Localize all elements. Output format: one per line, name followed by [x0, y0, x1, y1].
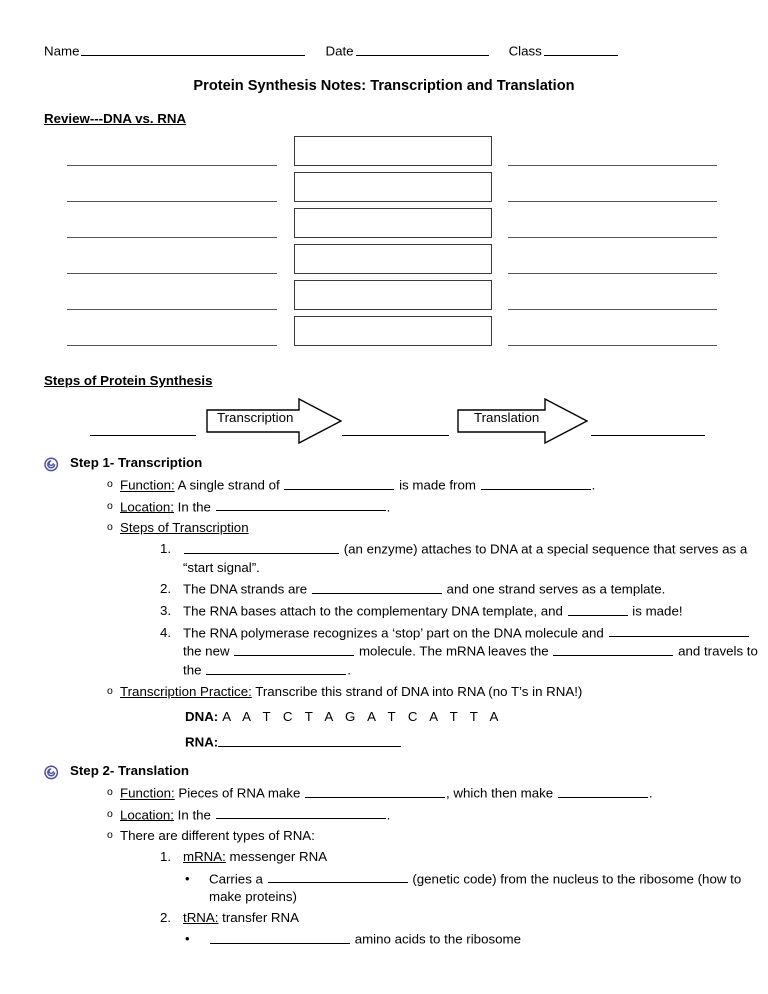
- list-number: 1.: [160, 541, 172, 557]
- review-left-blank[interactable]: [67, 165, 277, 166]
- location-label: Location:: [120, 499, 174, 515]
- function-label: Function:: [120, 477, 175, 493]
- step-2-heading-text: Step 2- Translation: [70, 763, 189, 778]
- list-number: 4.: [160, 624, 172, 640]
- transcription-step-4-text-5: .: [347, 662, 351, 678]
- table-row: [0, 172, 768, 208]
- mrna-text: messenger RNA: [225, 849, 328, 865]
- step-1-heading: [44, 456, 768, 473]
- steps-of-transcription-item: [107, 519, 768, 537]
- steps-section-heading: Steps of Protein Synthesis: [44, 373, 213, 388]
- review-center-box[interactable]: [294, 316, 492, 346]
- rna-types-intro-item: [107, 827, 768, 845]
- step-1-section: [0, 456, 768, 749]
- transcription-step-2-text-1: The DNA strands are: [183, 581, 311, 597]
- trna-text: transfer RNA: [218, 910, 300, 926]
- disc-bullet-icon: •: [185, 931, 190, 947]
- function-blank-1[interactable]: [305, 784, 445, 798]
- dna-label: DNA:: [185, 708, 219, 724]
- transcription-practice-item: [107, 683, 768, 701]
- review-left-blank[interactable]: [67, 201, 277, 202]
- review-section-heading: Review---DNA vs. RNA: [44, 111, 187, 126]
- mrna-detail: [185, 870, 768, 907]
- mrna-label: mRNA:: [183, 849, 226, 865]
- transcription-step-3-text-2: is made!: [628, 603, 683, 619]
- transcription-arrow: [206, 398, 342, 444]
- circle-bullet-icon: o: [107, 684, 113, 697]
- location-label: Location:: [120, 807, 174, 823]
- function-text-2: , which then make: [446, 785, 557, 801]
- class-label: Class: [508, 43, 542, 59]
- step-2-function-item: [107, 784, 768, 803]
- review-center-box[interactable]: [294, 172, 492, 202]
- trna-label: tRNA:: [183, 910, 219, 926]
- circle-bullet-icon: o: [107, 807, 113, 820]
- dna-rna-comparison-table: [0, 136, 768, 360]
- name-label: Name: [44, 43, 80, 59]
- step-1-location-item: [107, 498, 768, 517]
- location-text-2: .: [386, 499, 391, 515]
- transcription-step-2-text-2: and one strand serves as a template.: [442, 581, 666, 597]
- transcription-step-4: [160, 624, 768, 680]
- function-label: Function:: [120, 785, 175, 801]
- flow-blank-1[interactable]: [90, 435, 196, 436]
- function-text-3: .: [648, 785, 653, 801]
- review-left-blank[interactable]: [67, 345, 277, 346]
- table-row: [0, 208, 768, 244]
- spiral-bullet-icon: [44, 457, 59, 472]
- review-center-box[interactable]: [294, 280, 492, 310]
- review-left-blank[interactable]: [67, 273, 277, 274]
- rna-type-trna: [160, 909, 768, 927]
- mrna-detail-blank[interactable]: [268, 870, 408, 884]
- table-row: [0, 280, 768, 316]
- disc-bullet-icon: •: [185, 870, 190, 886]
- review-left-blank[interactable]: [67, 309, 277, 310]
- transcription-step-4-blank-3[interactable]: [553, 642, 673, 656]
- list-number: 3.: [160, 602, 172, 618]
- step-2-section: [0, 764, 768, 949]
- protein-synthesis-flow-diagram: [0, 398, 768, 446]
- review-left-blank[interactable]: [67, 237, 277, 238]
- student-info-header: [44, 42, 724, 58]
- transcription-step-2: [160, 580, 768, 599]
- review-center-box[interactable]: [294, 244, 492, 274]
- rna-types-intro-text: There are different types of RNA:: [120, 828, 315, 844]
- function-text-1: A single strand of: [174, 477, 284, 493]
- practice-text: Transcribe this strand of DNA into RNA (no T’s in RNA!): [251, 683, 583, 699]
- step-2-location-item: [107, 806, 768, 825]
- translation-arrow: [457, 398, 588, 444]
- flow-blank-2[interactable]: [342, 435, 449, 436]
- location-text-2: .: [386, 807, 391, 823]
- trna-detail-blank[interactable]: [210, 930, 350, 944]
- list-number: 2.: [160, 581, 172, 597]
- rna-type-mrna: [160, 848, 768, 866]
- circle-bullet-icon: o: [107, 478, 113, 490]
- review-right-blank[interactable]: [508, 345, 717, 346]
- transcription-step-4-text-2: the new: [183, 644, 234, 659]
- function-blank-2[interactable]: [558, 784, 648, 798]
- function-blank-1[interactable]: [284, 476, 394, 490]
- date-label: Date: [325, 43, 354, 59]
- function-text-2: is made from: [395, 477, 480, 493]
- circle-bullet-icon: o: [107, 829, 113, 842]
- location-blank[interactable]: [216, 806, 386, 820]
- transcription-step-4-blank-2[interactable]: [234, 642, 354, 656]
- transcription-step-1-blank[interactable]: [184, 540, 339, 554]
- flow-blank-3[interactable]: [591, 435, 705, 436]
- trna-detail: [185, 930, 768, 949]
- function-blank-2[interactable]: [481, 476, 591, 490]
- name-blank-line[interactable]: [81, 42, 305, 56]
- rna-answer-blank[interactable]: [218, 733, 401, 747]
- step-1-function-item: [107, 476, 768, 495]
- table-row: [0, 136, 768, 172]
- review-right-blank[interactable]: [508, 237, 717, 238]
- transcription-step-2-blank[interactable]: [312, 580, 442, 594]
- circle-bullet-icon: o: [107, 521, 113, 534]
- transcription-step-4-blank-1[interactable]: [609, 624, 749, 638]
- step-2-heading: [44, 764, 768, 781]
- transcription-step-3: [160, 602, 768, 621]
- mrna-detail-text-1: Carries a: [209, 871, 267, 887]
- step-1-heading-text: Step 1- Transcription: [70, 455, 203, 470]
- table-row: [0, 316, 768, 352]
- transcription-step-4-text-3: molecule. The mRNA leaves the: [355, 644, 553, 659]
- dna-sequence-row: [185, 710, 768, 723]
- dna-sequence-value: A A T C T A G A T C A T T A: [222, 708, 503, 724]
- page-title: Protein Synthesis Notes: Transcription and Translation: [193, 78, 575, 94]
- spiral-bullet-icon: [44, 765, 59, 780]
- transcription-step-3-blank[interactable]: [568, 602, 628, 616]
- function-text-3: .: [591, 477, 596, 493]
- practice-label: Transcription Practice:: [120, 683, 252, 699]
- circle-bullet-icon: o: [107, 499, 113, 512]
- review-right-blank[interactable]: [508, 309, 717, 310]
- transcription-arrow-label: Transcription: [217, 410, 294, 425]
- mrna-detail-text-2: (genetic code) from the nucleus to the ribosome (how to make proteins): [209, 871, 742, 905]
- location-blank[interactable]: [216, 498, 386, 512]
- table-row: [0, 244, 768, 280]
- location-text-1: In the: [173, 499, 215, 515]
- transcription-step-1: [160, 540, 768, 577]
- function-text-1: Pieces of RNA make: [174, 785, 305, 801]
- translation-arrow-label: Translation: [474, 410, 540, 425]
- review-center-box[interactable]: [294, 136, 492, 166]
- list-number: 2.: [160, 910, 172, 926]
- location-text-1: In the: [173, 807, 215, 823]
- transcription-step-4-text-4: and travels to the: [183, 644, 758, 678]
- transcription-step-4-text-1: The RNA polymerase recognizes a ‘stop’ part on the DNA molecule and: [183, 625, 608, 641]
- review-center-box[interactable]: [294, 208, 492, 238]
- review-right-blank[interactable]: [508, 165, 717, 166]
- trna-detail-text: amino acids to the ribosome: [351, 932, 521, 948]
- rna-answer-row: [185, 733, 768, 749]
- circle-bullet-icon: o: [107, 786, 113, 798]
- transcription-step-1-text: (an enzyme) attaches to DNA at a special sequence that serves as a “start signal”.: [183, 542, 748, 576]
- list-number: 1.: [160, 849, 172, 865]
- date-blank-line[interactable]: [356, 42, 489, 56]
- transcription-step-4-blank-4[interactable]: [206, 661, 346, 675]
- review-right-blank[interactable]: [508, 201, 717, 202]
- class-blank-line[interactable]: [544, 42, 618, 56]
- review-right-blank[interactable]: [508, 273, 717, 274]
- transcription-step-3-text-1: The RNA bases attach to the complementary DNA template, and: [183, 603, 567, 619]
- rna-label: RNA:: [185, 734, 219, 750]
- steps-of-transcription-label: Steps of Transcription: [120, 520, 249, 536]
